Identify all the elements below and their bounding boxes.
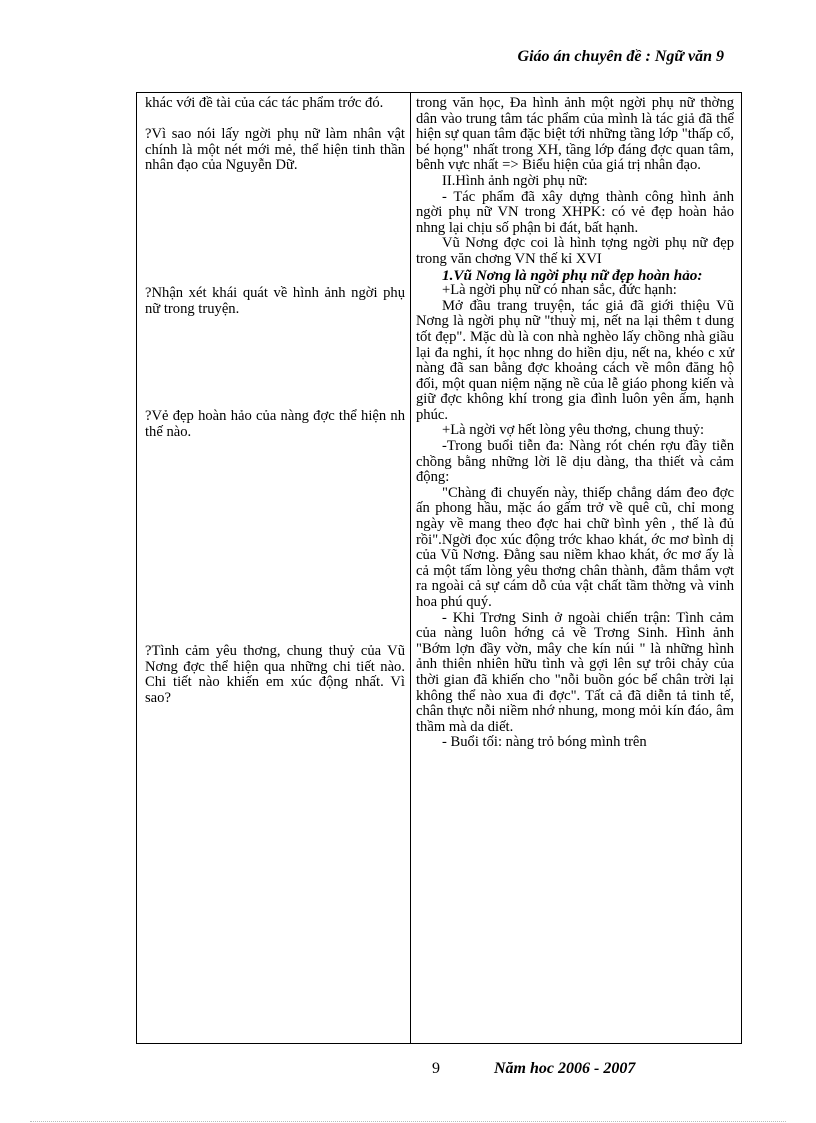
content-paragraph: +Là ngời vợ hết lòng yêu thơng, chung thuỷ: [442, 422, 705, 439]
content-paragraph: - Buổi tối: nàng trỏ bóng mình trên [442, 734, 647, 751]
content-paragraph: Mở đầu trang truyện, tác giả đã giới thiệu Vũ Nơng là ngời phụ nữ "thuỳ mị, nết na lại thêm t dung tốt đẹp". Mặc dù là con nhà nghèo lấy chồng nhà giầu lại đa nghi, ít học nhng do hiền dịu, nết na, khéo c xử nàng đã san bằng đợc khoảng cách về môn đăng hộ đối, một quan niệm nặng nề của lễ giáo phong kiến và giữ đợc không khí trong gia đình luôn yên ấm, hạnh phúc. [416, 297, 734, 423]
content-paragraph: +Là ngời phụ nữ có nhan sắc, đức hạnh: [442, 282, 677, 299]
school-year: Năm hoc 2006 - 2007 [494, 1060, 636, 1077]
content-paragraph: -Trong buổi tiễn đa: Nàng rót chén rợu đầy tiễn chồng bằng những lời lẽ dịu dàng, tha thiết và cảm động: [416, 438, 734, 486]
column-divider [410, 93, 411, 1043]
content-paragraph: Vũ Nơng đợc coi là hình tợng ngời phụ nữ đẹp trong văn chơng VN thế kỉ XVI [416, 235, 734, 267]
question-text: ?Tình cảm yêu thơng, chung thuỷ của Vũ Nơng đợc thể hiện qua những chi tiết nào. Chi tiết nào khiến em xúc động nhất. Vì sao? [145, 643, 405, 706]
content-paragraph: 1.Vũ Nơng là ngời phụ nữ đẹp hoàn hảo: [442, 266, 703, 284]
question-text: khác với đề tài của các tác phẩm trớc đó. [145, 95, 384, 111]
question-text: ?Nhận xét khái quát về hình ảnh ngời phụ nữ trong truyện. [145, 285, 405, 317]
content-paragraph: II.Hình ảnh ngời phụ nữ: [442, 172, 588, 189]
content-paragraph: - Tác phẩm đã xây dựng thành công hình ảnh ngời phụ nữ VN trong XHPK: có vẻ đẹp hoàn hảo nhng lại chịu số phận bi đát, bất hạnh. [416, 188, 734, 236]
question-text: ?Vì sao nói lấy ngời phụ nữ làm nhân vật chính là một nét mới mẻ, thể hiện tinh thần nhân đạo của Nguyễn Dữ. [145, 126, 405, 174]
page-header-title: Giáo án chuyên đề : Ngữ văn 9 [517, 48, 724, 65]
lesson-table [136, 92, 742, 1044]
bottom-dotted-rule [30, 1121, 786, 1122]
page-number: 9 [432, 1060, 440, 1077]
content-paragraph: trong văn học, Đa hình ảnh một ngời phụ nữ thờng dân vào trung tâm tác phẩm của mình là tác giả đã thể hiện sự quan tâm đặc biệt tới những tầng lớp "thấp cổ, bé họng" nhất trong XH, tầng lớp đáng đợc quan tâm, bênh vực nhất => Biểu hiện của giá trị nhân đạo. [416, 95, 734, 174]
content-column [416, 96, 734, 751]
content-paragraph: "Chàng đi chuyến này, thiếp chẳng dám đeo đợc ấn phong hầu, mặc áo gấm trở về quê cũ, chỉ mong ngày về mang theo đợc hai chữ bình yên , thế là đủ rồi".Ngời đọc xúc động trớc khao khát, ớc mơ bình dị của Vũ Nơng. Đằng sau niềm khao khát, ớc mơ ấy là cả một tấm lòng yêu thơng chân thành, đằm thắm vợt ra ngoài cả sự cám dỗ của vật chất tầm thờng và vinh hoa phú quý. [416, 484, 734, 610]
content-paragraph: - Khi Trơng Sinh ở ngoài chiến trận: Tình cảm của nàng luôn hớng cả về Trơng Sinh. Hình ảnh "Bớm lợn đầy vờn, mây che kín núi " là những hình ảnh thiên nhiên hữu tình và gợi lên sự trôi chảy của thời gian đã khiến cho "nỗi buồn góc bể chân trời lại không thể nào xua đi đợc". Tất cả đã diễn tả tinh tế, chân thực nỗi niềm nhớ nhung, mong mỏi kín đáo, âm thầm mà da diết. [416, 609, 734, 735]
question-text: ?Vẻ đẹp hoàn hảo của nàng đợc thể hiện nh thế nào. [145, 408, 405, 440]
